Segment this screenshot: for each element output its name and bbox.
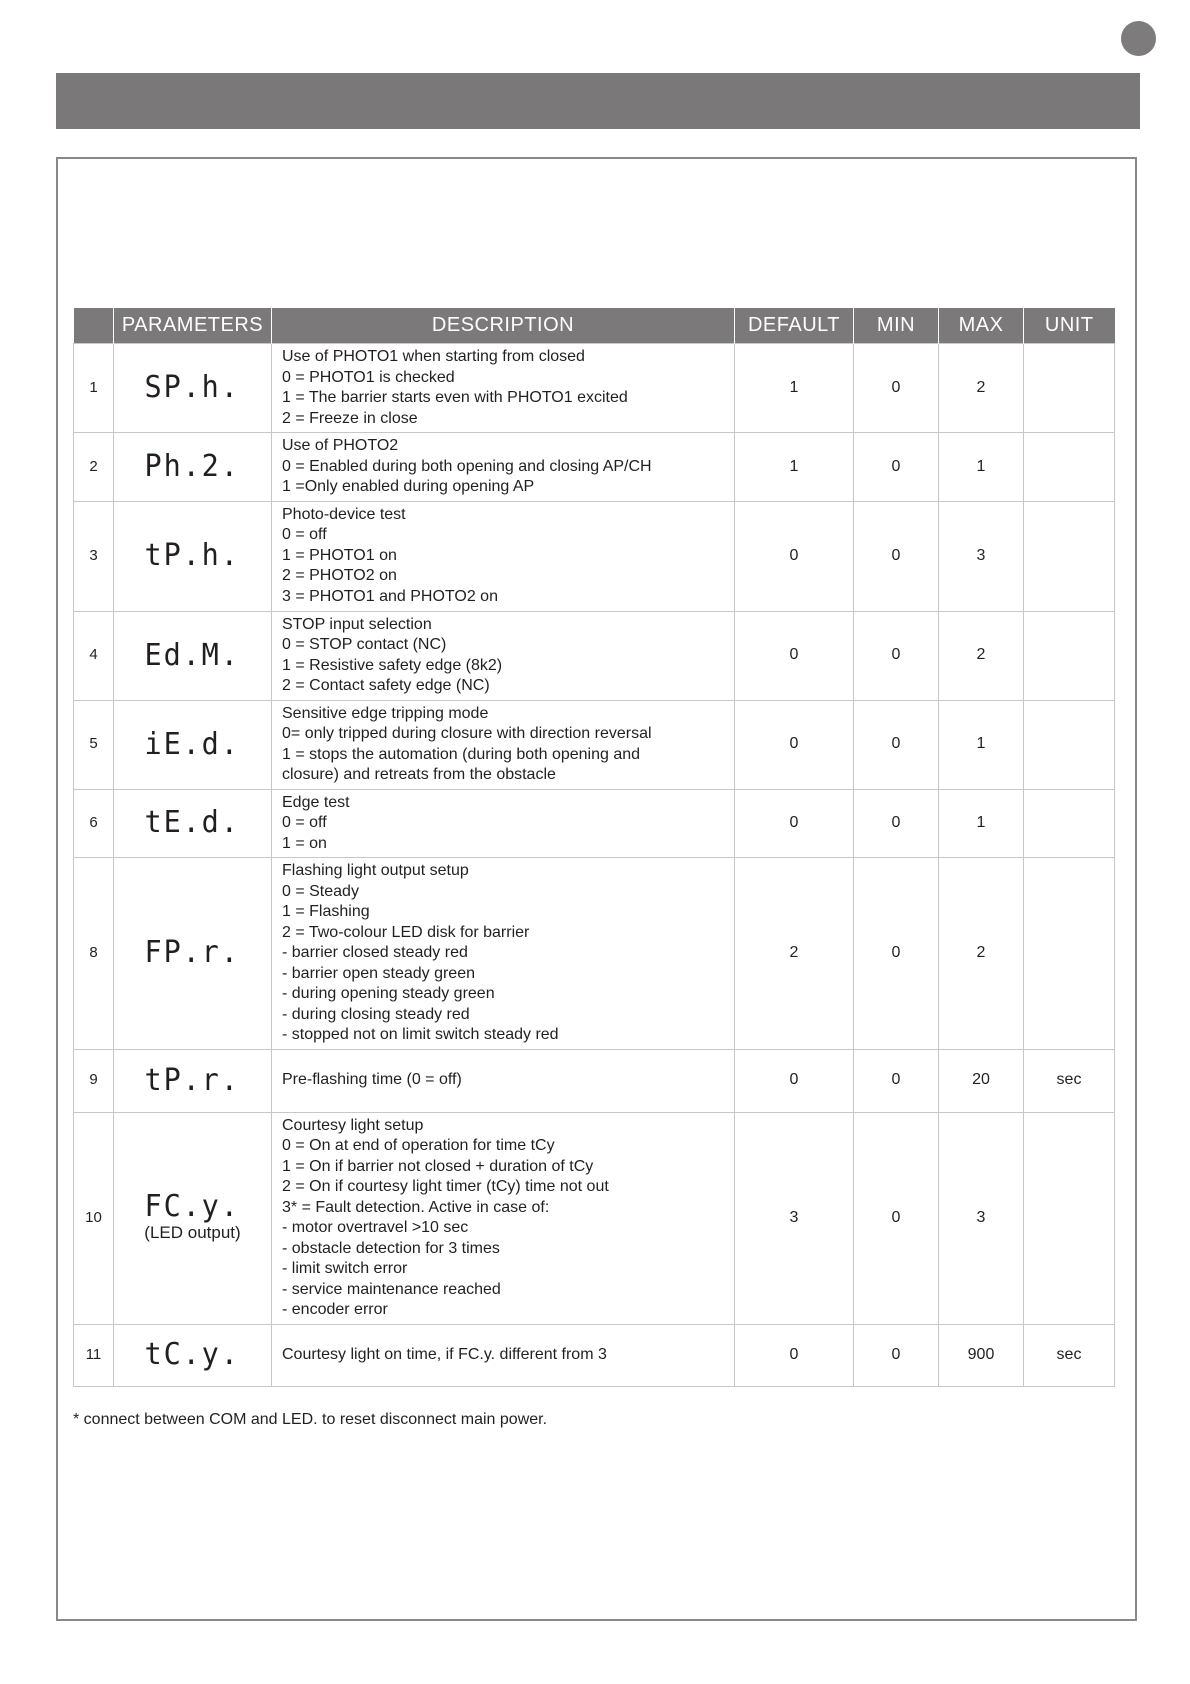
min-value: 0 bbox=[854, 344, 939, 433]
table-row bbox=[74, 1112, 1115, 1324]
min-value: 0 bbox=[854, 433, 939, 502]
description-line: Courtesy light setup bbox=[282, 1116, 424, 1134]
table-row bbox=[74, 700, 1115, 789]
unit-value bbox=[1024, 611, 1115, 700]
description-line: - service maintenance reached bbox=[282, 1280, 501, 1298]
description-line: Courtesy light on time, if FC.y. different from 3 bbox=[282, 1345, 607, 1363]
header-max: MAX bbox=[939, 308, 1024, 344]
description-line: Sensitive edge tripping mode bbox=[282, 704, 489, 722]
description-line: 1 = PHOTO1 on bbox=[282, 546, 397, 564]
unit-value bbox=[1024, 700, 1115, 789]
max-value: 2 bbox=[939, 344, 1024, 433]
default-value: 1 bbox=[735, 433, 854, 502]
default-value: 3 bbox=[735, 1112, 854, 1324]
table-row bbox=[74, 1324, 1115, 1386]
table-row bbox=[74, 611, 1115, 700]
description-cell bbox=[272, 501, 735, 611]
description-line: 1 = on bbox=[282, 834, 327, 852]
description-line: 2 = Contact safety edge (NC) bbox=[282, 677, 490, 694]
parameter-cell bbox=[114, 611, 272, 700]
header-description: DESCRIPTION bbox=[272, 308, 735, 344]
unit-value bbox=[1024, 501, 1115, 611]
description-cell bbox=[272, 1324, 735, 1386]
row-number: 10 bbox=[74, 1112, 114, 1324]
min-value: 0 bbox=[854, 858, 939, 1050]
max-value: 2 bbox=[939, 858, 1024, 1050]
unit-value bbox=[1024, 1112, 1115, 1324]
description-cell bbox=[272, 344, 735, 433]
default-value: 2 bbox=[735, 858, 854, 1050]
row-number: 5 bbox=[74, 700, 114, 789]
min-value: 0 bbox=[854, 789, 939, 858]
description-line: - barrier closed steady red bbox=[282, 944, 468, 961]
description-line: 1 = Resistive safety edge (8k2) bbox=[282, 656, 503, 674]
description-line: STOP input selection bbox=[282, 615, 432, 633]
description-line: 1 =Only enabled during opening AP bbox=[282, 478, 535, 495]
max-value: 3 bbox=[939, 501, 1024, 611]
description-line: Edge test bbox=[282, 793, 350, 811]
description-line: 1 = The barrier starts even with PHOTO1 excited bbox=[282, 389, 628, 406]
parameter-code: iE.d. bbox=[144, 726, 241, 762]
row-number: 2 bbox=[74, 433, 114, 502]
min-value: 0 bbox=[854, 501, 939, 611]
parameter-cell bbox=[114, 789, 272, 858]
description-line: 0 = On at end of operation for time tCy bbox=[282, 1137, 555, 1154]
unit-value bbox=[1024, 858, 1115, 1050]
row-number: 11 bbox=[74, 1324, 114, 1386]
description-line: Use of PHOTO2 bbox=[282, 437, 399, 454]
description-cell bbox=[272, 611, 735, 700]
unit-value bbox=[1024, 344, 1115, 433]
parameter-cell bbox=[114, 433, 272, 502]
description-line: - during closing steady red bbox=[282, 1005, 470, 1023]
header-parameters: PARAMETERS bbox=[114, 308, 272, 344]
description-line: - limit switch error bbox=[282, 1260, 408, 1277]
description-line: 2 = On if courtesy light timer (tCy) time not out bbox=[282, 1178, 609, 1195]
description-line: 0 = Steady bbox=[282, 882, 359, 900]
max-value: 1 bbox=[939, 433, 1024, 502]
description-cell bbox=[272, 1049, 735, 1112]
default-value: 0 bbox=[735, 700, 854, 789]
description-line: - obstacle detection for 3 times bbox=[282, 1239, 500, 1257]
unit-value bbox=[1024, 433, 1115, 502]
description-line: Pre-flashing time (0 = off) bbox=[282, 1071, 462, 1089]
description-cell bbox=[272, 789, 735, 858]
description-line: - motor overtravel >10 sec bbox=[282, 1219, 469, 1236]
max-value: 2 bbox=[939, 611, 1024, 700]
description-line: 2 = PHOTO2 on bbox=[282, 567, 397, 585]
parameter-code: Ph.2. bbox=[144, 448, 241, 484]
parameter-cell bbox=[114, 1112, 272, 1324]
default-value: 0 bbox=[735, 501, 854, 611]
description-line: 0 = Enabled during both opening and closing AP/CH bbox=[282, 457, 652, 475]
default-value: 0 bbox=[735, 789, 854, 858]
table-row bbox=[74, 433, 1115, 502]
table-row bbox=[74, 501, 1115, 611]
row-number: 4 bbox=[74, 611, 114, 700]
default-value: 1 bbox=[735, 344, 854, 433]
parameters-table bbox=[73, 308, 1115, 1387]
description-line: Use of PHOTO1 when starting from closed bbox=[282, 348, 585, 365]
parameter-code: Ed.M. bbox=[144, 637, 241, 673]
min-value: 0 bbox=[854, 700, 939, 789]
min-value: 0 bbox=[854, 1112, 939, 1324]
description-line: 0 = STOP contact (NC) bbox=[282, 636, 447, 653]
header-band bbox=[56, 73, 1140, 129]
description-cell bbox=[272, 858, 735, 1050]
parameter-cell bbox=[114, 700, 272, 789]
unit-value bbox=[1024, 789, 1115, 858]
table-row bbox=[74, 344, 1115, 433]
description-line: 1 = On if barrier not closed + duration of tCy bbox=[282, 1157, 594, 1175]
row-number: 8 bbox=[74, 858, 114, 1050]
description-line: 2 = Freeze in close bbox=[282, 409, 418, 427]
description-line: 1 = Flashing bbox=[282, 903, 370, 920]
max-value: 900 bbox=[939, 1324, 1024, 1386]
min-value: 0 bbox=[854, 1324, 939, 1386]
row-number: 3 bbox=[74, 501, 114, 611]
parameter-cell bbox=[114, 501, 272, 611]
description-line: 3 = PHOTO1 and PHOTO2 on bbox=[282, 587, 498, 605]
unit-value: sec bbox=[1024, 1324, 1115, 1386]
parameter-code: tP.r. bbox=[144, 1062, 241, 1098]
description-line: - during opening steady green bbox=[282, 985, 495, 1002]
description-line: 0 = PHOTO1 is checked bbox=[282, 368, 455, 386]
description-line: 3* = Fault detection. Active in case of: bbox=[282, 1198, 550, 1216]
header-default: DEFAULT bbox=[735, 308, 854, 344]
row-number: 6 bbox=[74, 789, 114, 858]
header-min: MIN bbox=[854, 308, 939, 344]
description-cell bbox=[272, 433, 735, 502]
description-cell bbox=[272, 1112, 735, 1324]
header-num bbox=[74, 308, 114, 344]
max-value: 20 bbox=[939, 1049, 1024, 1112]
table-row bbox=[74, 858, 1115, 1050]
unit-value: sec bbox=[1024, 1049, 1115, 1112]
table-row bbox=[74, 789, 1115, 858]
description-line: 1 = stops the automation (during both opening and bbox=[282, 745, 641, 763]
description-line: 2 = Two-colour LED disk for barrier bbox=[282, 923, 530, 941]
parameter-cell bbox=[114, 344, 272, 433]
parameter-cell bbox=[114, 858, 272, 1050]
parameter-code: tC.y. bbox=[144, 1337, 241, 1372]
default-value: 0 bbox=[735, 611, 854, 700]
description-line: - barrier open steady green bbox=[282, 964, 475, 982]
footnote: * connect between COM and LED. to reset disconnect main power. bbox=[73, 1411, 548, 1428]
description-line: 0 = off bbox=[282, 526, 327, 544]
description-line: 0 = off bbox=[282, 814, 327, 831]
max-value: 3 bbox=[939, 1112, 1024, 1324]
default-value: 0 bbox=[735, 1049, 854, 1112]
parameter-code: SP.h. bbox=[144, 370, 241, 405]
description-line: 0= only tripped during closure with direction reversal bbox=[282, 725, 652, 742]
row-number: 1 bbox=[74, 344, 114, 433]
parameter-code: tP.h. bbox=[144, 538, 241, 573]
min-value: 0 bbox=[854, 1049, 939, 1112]
default-value: 0 bbox=[735, 1324, 854, 1386]
table-header-row bbox=[74, 308, 1115, 344]
min-value: 0 bbox=[854, 611, 939, 700]
description-line: - stopped not on limit switch steady red bbox=[282, 1026, 559, 1043]
header-unit: UNIT bbox=[1024, 308, 1115, 344]
description-line: Flashing light output setup bbox=[282, 862, 469, 879]
table-row bbox=[74, 1049, 1115, 1112]
description-line: closure) and retreats from the obstacle bbox=[282, 766, 556, 783]
description-line: - encoder error bbox=[282, 1301, 388, 1318]
max-value: 1 bbox=[939, 789, 1024, 858]
parameter-note: (LED output) bbox=[144, 1223, 241, 1243]
row-number: 9 bbox=[74, 1049, 114, 1112]
page-number-marker bbox=[1121, 21, 1156, 56]
table-body bbox=[74, 344, 1115, 1387]
description-line: Photo-device test bbox=[282, 505, 406, 523]
parameter-code: tE.d. bbox=[144, 805, 241, 841]
description-cell bbox=[272, 700, 735, 789]
parameter-cell bbox=[114, 1049, 272, 1112]
parameter-code: FC.y. bbox=[144, 1189, 241, 1225]
parameter-code: FP.r. bbox=[144, 935, 241, 971]
max-value: 1 bbox=[939, 700, 1024, 789]
parameter-cell bbox=[114, 1324, 272, 1386]
